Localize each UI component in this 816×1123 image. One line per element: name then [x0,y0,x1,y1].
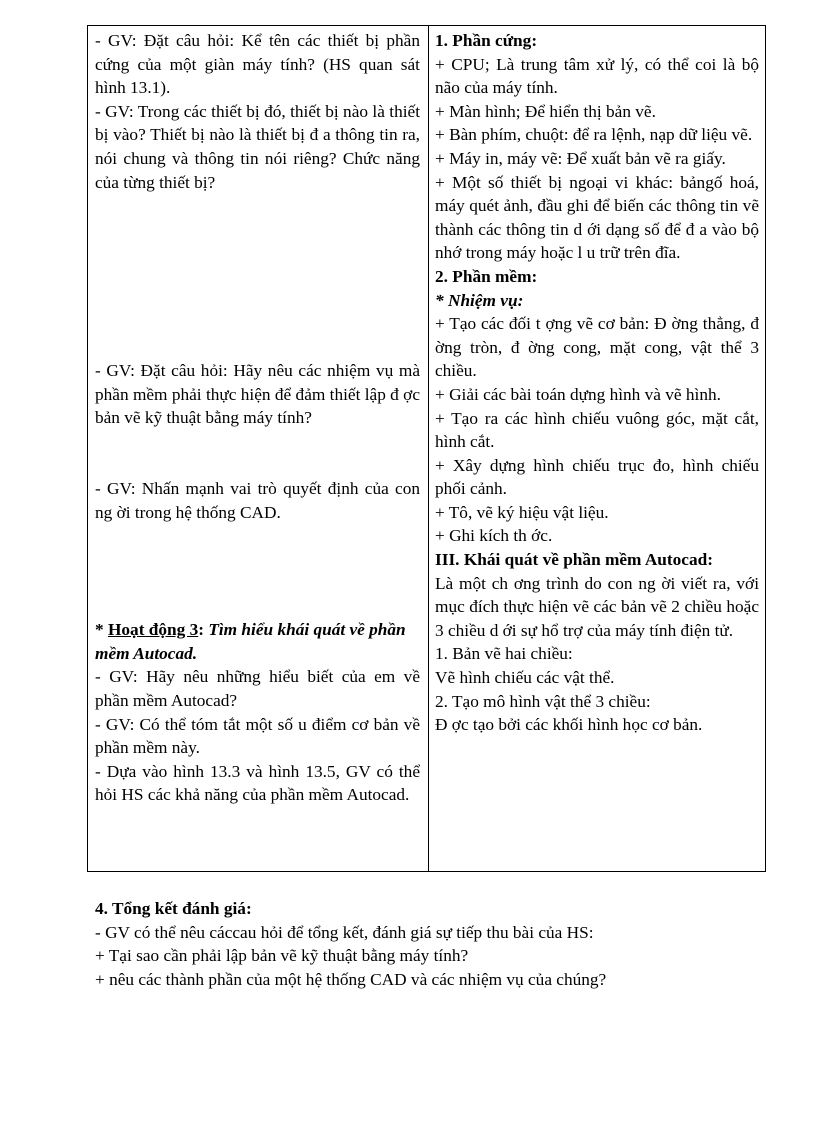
hardware-item: + Máy in, máy vẽ: Để xuất bản vẽ ra giấy. [435,148,726,168]
summary-advantages: - GV: Có thể tóm tắt một số u điểm cơ bản về phần mềm này. [95,714,420,758]
spacer [95,430,420,477]
software-item: + Giải các bài toán dựng hình và vẽ hình. [435,384,721,404]
software-item: + Ghi kích th ớc. [435,526,553,546]
software-heading: 2. Phần mềm: [435,266,538,286]
summary-line: - GV có thể nêu cáccau hỏi để tổng kết, đánh giá sự tiếp thu bài của HS: [95,922,594,942]
emphasis-human-role: - GV: Nhấn mạnh vai trò quyết định của con ng ời trong hệ thống CAD. [95,478,420,522]
autocad-item: Đ ợc tạo bởi các khối hình học cơ bản. [435,715,703,735]
hardware-item: + Bàn phím, chuột: để ra lệnh, nạp dữ liệu vẽ. [435,125,753,145]
content-column [429,26,765,871]
autocad-item: 1. Bản vẽ hai chiều: [435,644,573,664]
spacer [95,524,420,618]
summary-line: + nêu các thành phần của một hệ thống CAD và các nhiệm vụ của chúng? [95,969,607,989]
task-heading: * Nhiệm vụ: [435,290,524,310]
activity-3-heading: * Hoạt động 3: Tìm hiểu khái quát về phần mềm Autocad. [95,620,406,663]
activity-3-label: Hoạt động 3 [107,620,199,640]
question-devices: - GV: Trong các thiết bị đó, thiết bị nào là thiết bị vào? Thiết bị nào là thiết bị đ a thông tin ra, nói chung và thông tin nói riêng? Chức năng của từng thiết bị? [95,101,420,192]
question-autocad: - GV: Hãy nêu những hiểu biết của em về phần mềm Autocad? [95,667,420,710]
question-figures: - Dựa vào hình 13.3 và hình 13.5, GV có thể hỏi HS các khả năng của phần mềm Autocad. [95,761,420,805]
question-software-tasks: - GV: Đặt câu hỏi: Hãy nêu các nhiệm vụ mà phần mềm phải thực hiện để đảm thiết lập đ ợc bản vẽ kỹ thuật bằng máy tính? [95,361,420,428]
lesson-table [87,25,766,872]
autocad-item: 2. Tạo mô hình vật thể 3 chiều: [435,691,651,711]
software-item: + Tạo ra các hình chiếu vuông góc, mặt cắt, hình cắt. [435,408,759,452]
spacer [95,194,420,359]
question-hardware: - GV: Đặt câu hỏi: Kể tên các thiết bị phần cứng của một giàn máy tính? (HS quan sát hình 13.1). [95,31,420,98]
hardware-item: + CPU; Là trung tâm xử lý, có thể coi là bộ não của máy tính. [435,54,759,98]
autocad-item: Vẽ hình chiếu các vật thể. [435,668,615,688]
summary-line: + Tại sao cần phải lập bản vẽ kỹ thuật bằng máy tính? [95,946,469,966]
hardware-heading: 1. Phần cứng: [435,31,538,50]
summary-section [95,897,735,991]
autocad-intro: Là một ch ơng trình do con ng ời viết ra, với mục đích thực hiện vẽ các bản vẽ 2 chiều hoặc 3 chiều d ới sự hổ trợ của máy tính điện tử. [435,573,759,640]
autocad-heading: III. Khái quát về phần mềm Autocad: [435,550,713,570]
software-item: + Xây dựng hình chiếu trục đo, hình chiếu phối cảnh. [435,455,759,499]
hardware-item: + Màn hình; Để hiển thị bản vẽ. [435,101,656,121]
activity-3-title: Tìm hiểu khái quát về phần mềm Autocad. [95,620,406,663]
software-item: + Tô, vẽ ký hiệu vật liệu. [435,502,609,522]
teacher-activity-column [88,26,429,871]
summary-heading: 4. Tổng kết đánh giá: [95,899,252,918]
hardware-item: + Một số thiết bị ngoại vi khác: bảngố hoá, máy quét ảnh, đầu ghi để biến các thông tin vẽ thành các thông tin d ới dạng số để đ a vào bộ nhớ trong máy hoặc l u trữ trên đĩa. [435,172,759,263]
software-item: + Tạo các đối t ợng vẽ cơ bản: Đ ờng thẳng, đ ờng tròn, đ ờng cong, mặt cong, vật thể 3 chiều. [435,314,759,381]
